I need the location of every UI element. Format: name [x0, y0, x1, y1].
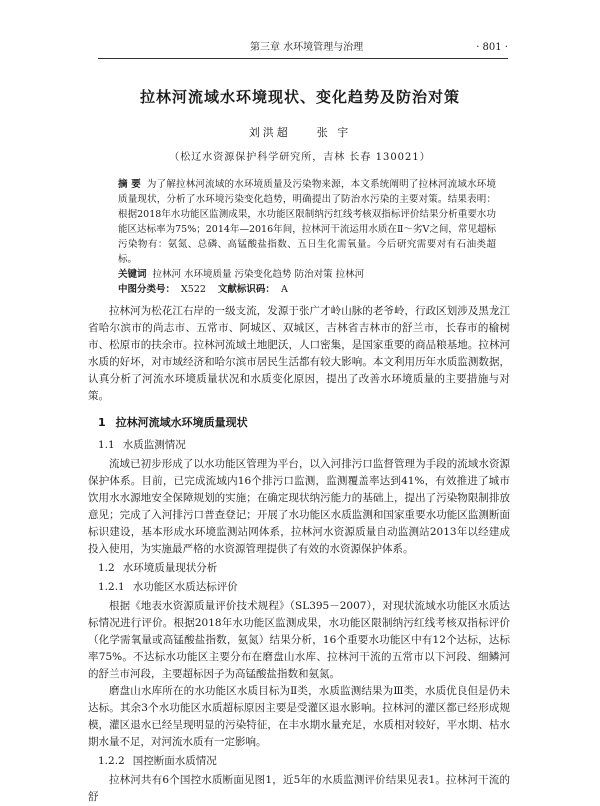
abstract-text: 为了解拉林河流域的水环境质量及污染物来源，本文系统阐明了拉林河流域水环境质量现状，分析了水环境污染变化趋势，明确提出了防治水污染的主要对策。结果表明：根据2018年水功能区监测成果，水功能区限制纳污红线考核双指标评价结果分析重要水功能区达标率为75%；2014年—2016年间，拉林河干流运用水质在Ⅱ～劣Ⅴ之间，常见超标污染物有：氨氮、总磷、高锰酸盐指数、五日生化需氧量。今后研究需要对有石油类超标。	[118, 179, 496, 265]
keywords-label: 关键词	[118, 269, 147, 280]
header-section-title: 第三章 水环境管理与治理	[250, 42, 364, 53]
section-number: 1	[98, 416, 106, 429]
subsection-title: 水质监测情况	[122, 439, 186, 451]
doc-code-label: 文献标识码：	[217, 284, 275, 295]
subsection-heading-1-1	[98, 437, 510, 454]
author-1: 刘洪超	[248, 126, 291, 139]
subsection-number: 1.1	[98, 439, 115, 451]
paper-title: 拉林河流域水环境现状、变化趋势及防治对策	[139, 88, 460, 106]
keywords-text: 拉林河 水环境质量 污染变化趋势 防治对策 拉林河	[152, 269, 365, 280]
header-page-number: · 801 ·	[476, 42, 508, 53]
abstract-label: 摘 要	[118, 179, 141, 190]
subsubsection-heading-1-2-2	[98, 753, 510, 770]
paragraph-1-2-1-a: 根据《地表水资源质量评价技术规程》（SL395－2007），对现状流域水功能区水质达标情况进行评价。根据2018年水功能区监测成果，水功能区限制纳污红线考核双指标评价（化学需氧量或高锰酸盐指数，氨氮）结果分析，16个重要水功能区中有12个达标，达标率75%。不达标水功能区主要分布在磨盘山水库、拉林河干流的五常市以下河段、细鳞河的舒兰市河段，主要超标因子为高锰酸盐指数和氨氮。	[88, 600, 510, 680]
subsubsection-heading-1-2-1	[98, 579, 510, 596]
affiliation: （松辽水资源保护科学研究所，吉林 长春 130021）	[169, 152, 431, 163]
subsection-title: 水环境质量现状分析	[122, 562, 218, 574]
doc-code-value: A	[280, 284, 288, 295]
clc-label: 中图分类号：	[118, 284, 176, 295]
subsection-heading-1-2	[98, 560, 510, 577]
abstract-block	[118, 177, 496, 297]
intro-paragraph: 拉林河为松花江右岸的一级支流，发源于张广才岭山脉的老爷岭，行政区划涉及黑龙江省哈尔滨市的尚志市、五常市、阿城区、双城区，吉林省吉林市的舒兰市，长春市的榆树市、松原市的扶余市。拉林河流域土地肥沃，人口密集，是国家重要的商品粮基地。拉林河水质的好坏，对市域经济和哈尔滨市居民生活都有较大影响。本文利用历年水质监测数据，认真分析了河流水环境质量状况和水质变化原因，提出了改善水环境质量的主要措施与对策。	[88, 305, 510, 402]
body-text	[88, 303, 510, 806]
paragraph-1-2-2: 拉林河共有6个国控水质断面见图1，近5年的水质监测评价结果见表1。拉林河干流的舒	[88, 774, 510, 803]
abstract	[118, 177, 496, 267]
paragraph-1-1: 流域已初步形成了以水功能区管理为平台，以入河排污口监督管理为手段的流域水资源保护体系。目前，已完成流域内16个排污口监测，监测覆盖率达到41%，有效推进了城市饮用水水源地安全保障规划的实施；在确定现状纳污能力的基础上，提出了污染物限制排放意见；完成了入河排污口普查登记；开展了水功能区水质监测和国家重要水功能区监测断面标识建设，基本形成水环境监测站网体系，拉林河水资源质量自动监测站2013年以经建成投入使用，为实施最严格的水资源管理提供了有效的水资源保护体系。	[88, 458, 510, 555]
section-heading-1	[98, 414, 510, 431]
subsubsection-number: 1.2.2	[98, 755, 125, 767]
authors	[0, 124, 600, 140]
keywords	[118, 267, 496, 282]
clc-value: X522	[181, 284, 206, 295]
subsubsection-number: 1.2.1	[98, 581, 125, 593]
section-title: 拉林河流域水环境质量现状	[115, 416, 248, 429]
subsubsection-title: 水功能区水质达标评价	[132, 581, 238, 593]
running-header	[98, 40, 508, 59]
author-2: 张 宇	[316, 126, 352, 139]
classification-line	[118, 282, 496, 297]
subsubsection-title: 国控断面水质情况	[132, 755, 217, 767]
subsection-number: 1.2	[98, 562, 115, 574]
paragraph-1-2-1-b: 磨盘山水库所在的水功能区水质目标为Ⅱ类，水质监测结果为Ⅲ类，水质优良但是仍未达标。其余3个水功能区水质超标原因主要是受灌区退水影响。拉林河的灌区都已经形成规模，灌区退水已经呈现明显的污染特征，在丰水期水量充足，水质相对较好，平水期、枯水期水量不足，对河流水质有一定影响。	[88, 685, 510, 748]
